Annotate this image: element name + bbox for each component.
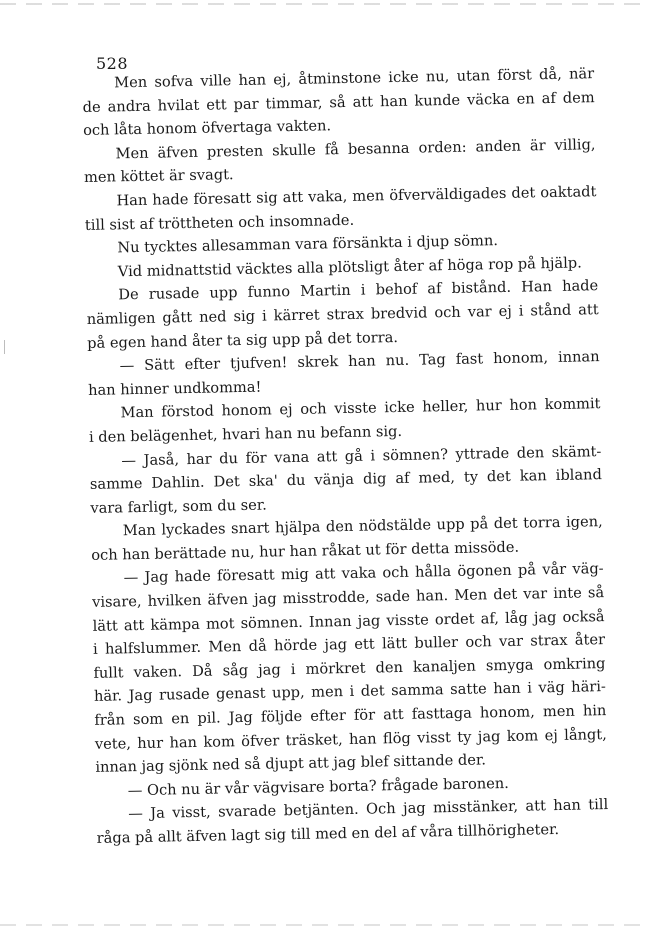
text-line: — Och nu är vår vägvisare borta? frågade baronen. <box>127 774 510 800</box>
text-line: från som en pil. Jag följde efter för att fasttaga honom, men hin <box>94 702 607 729</box>
text-line: innan jag sjönk ned så djupt att jag blef sittande der. <box>95 751 487 777</box>
text-line: här. Jag rusade genast upp, men i det samma satte han i väg häri- <box>93 678 607 706</box>
text-line: — Jag hade föresatt mig att vaka och hålla ögonen på vår väg- <box>123 560 604 587</box>
text-line: De rusade upp funno Martin i behof af bistånd. Han hade <box>118 277 599 304</box>
text-line: råga på allt äfven lagt sig till med en del af våra tillhörigheter. <box>96 820 560 847</box>
text-line: Man lyckades snart hjälpa den nödstälde upp på det torra igen, <box>122 513 603 540</box>
text-line: men köttet är svagt. <box>83 166 234 187</box>
text-line: Man förstod honom ej och visste icke heller, hur hon kommit <box>120 395 601 422</box>
text-line: Nu tycktes allesamman vara försänkta i djup sömn. <box>117 232 499 257</box>
page-number: 528 <box>96 54 129 73</box>
text-line: nämligen gått ned sig i kärret strax bredvid och var ej i stånd att <box>86 301 599 328</box>
bottom-border-dashes <box>0 924 648 926</box>
text-line: i halfslummer. Men då hörde jag ett lätt buller och var strax åter <box>92 631 606 659</box>
text-line: Vid midnattstid väcktes alla plötsligt åter af höga rop på hjälp. <box>117 254 582 281</box>
text-line: vete, hur han kom öfver träsket, han flög visst ty jag kom ej långt, <box>94 725 607 753</box>
text-line: — Sätt efter tjufven! skrek han nu. Tag fast honom, innan <box>119 348 600 375</box>
text-line: samme Dahlin. Det ska' du vänja dig af med, ty det kan ibland <box>89 466 602 494</box>
text-line: — Ja visst, svarade betjänten. Och jag misstänker, att han till <box>128 796 609 823</box>
text-line: Men äfven presten skulle få besanna orden: anden är villig, <box>115 135 596 163</box>
text-line: lätt att kämpa mot sömnen. Innan jag visste ordet af, låg jag också <box>92 607 605 635</box>
text-line: vara farligt, som du ser. <box>90 496 267 517</box>
top-border-dashes <box>0 3 648 5</box>
text-line: och låta honom öfvertaga vakten. <box>82 117 332 140</box>
text-line: till sist af tröttheten och insomnade. <box>84 211 355 234</box>
text-line: Han hade föresatt sig att vaka, men öfverväldigades det oaktadt <box>116 183 597 210</box>
text-line: han hinner undkomma! <box>87 378 262 399</box>
text-line: på egen hand åter ta sig upp på det torra. <box>87 328 399 352</box>
text-line: — Jaså, har du för vana att gå i sömnen? yttrade den skämt- <box>121 442 602 469</box>
margin-mark <box>4 340 5 354</box>
body-text <box>82 62 609 850</box>
text-line: de andra hvilat ett par timmar, så att han kunde väcka en af dem <box>82 88 595 116</box>
text-line: och han berättade nu, hur han råkat ut för detta missöde. <box>91 538 520 564</box>
text-line: fullt vaken. Då såg jag i mörkret den kanaljen smyga omkring <box>93 654 606 682</box>
text-line: i den belägenhet, hvari han nu befann sig. <box>88 422 403 446</box>
text-line: visare, hvilken äfven jag misstrodde, sade han. Men det var inte så <box>92 584 605 611</box>
text-line: Men sofva ville han ej, åtminstone icke nu, utan först då, när <box>114 65 595 92</box>
